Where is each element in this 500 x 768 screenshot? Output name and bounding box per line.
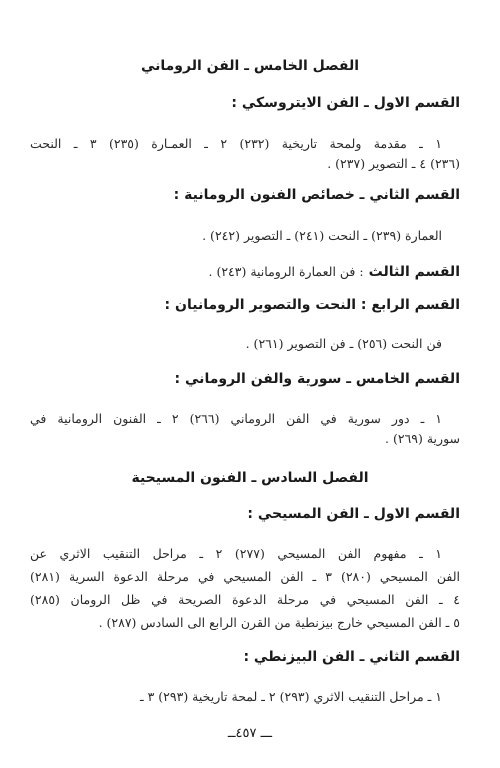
section-heading-sculpture-painting: القسم الرابع : النحت والتصوير الرومانيان : (164, 297, 460, 313)
section-heading-roman-features: القسم الثاني ـ خصائص الفنون الرومانية : (173, 187, 460, 203)
toc-entry-line: الفن المسيحي (٢٨٠) ٣ ـ الفن المسيحي في مرحلة الدعوة السرية (٢٨١) (30, 569, 460, 584)
toc-entry-line: ١ ـ مقدمة ولمحة تاريخية (٢٣٢) ٢ ـ العمـارة (٢٣٥) ٣ ـ النحت (30, 136, 442, 151)
toc-entry-line: سورية (٢٦٩) . (385, 431, 460, 446)
toc-entry-line: ١ ـ مفهوم الفن المسيحي (٢٧٧) ٢ ـ مراحل التنقيب الاثري عن (30, 546, 442, 561)
toc-entry-line: (٢٣٦) ٤ ـ التصوير (٢٣٧) . (327, 156, 460, 171)
toc-entry-line: ١ ـ مراحل التنقيب الاثري (٢٩٣) ٢ ـ لمحة تاريخية (٢٩٣) ٣ ـ (139, 689, 442, 704)
toc-entry-line: ٥ ـ الفن المسيحي خارج بيزنطية من القرن الرابع الى السادس (٢٨٧) . (98, 615, 460, 630)
page-number: ـــ ٤٥٧ــ (227, 726, 273, 741)
section-heading-etruscan: القسم الاول ـ الفن الايتروسكي : (231, 95, 460, 111)
section-heading-byzantine: القسم الثاني ـ الفن البيزنطي : (243, 649, 460, 665)
section-heading-christian-art: القسم الاول ـ الفن المسيحي : (247, 506, 460, 522)
toc-entry-line: فن النحت (٢٥٦) ـ فن التصوير (٢٦١) . (245, 336, 442, 351)
toc-entry-line: ٤ ـ الفن المسيحي في مرحلة الدعوة الصريحة في ظل الرومان (٢٨٥) (30, 592, 460, 607)
toc-entry-line: ١ ـ دور سورية في الفن الروماني (٢٦٦) ٢ ـ الفنون الرومانية في (30, 411, 442, 426)
toc-entry-line: العمارة (٢٣٩) ـ النحت (٢٤١) ـ التصوير (٢٤٢) . (202, 228, 442, 243)
section-heading-syria: القسم الخامس ـ سورية والفن الروماني : (174, 371, 460, 387)
toc-entry-text: : فن العمارة الرومانية (٢٤٣) . (208, 264, 364, 279)
chapter-6-title: الفصل السادس ـ الفنون المسيحية (131, 470, 369, 486)
section-heading-architecture: القسم الثالث (368, 264, 460, 280)
section-3-row (30, 261, 460, 280)
chapter-5-title: الفصل الخامس ـ الفن الروماني (140, 58, 360, 74)
